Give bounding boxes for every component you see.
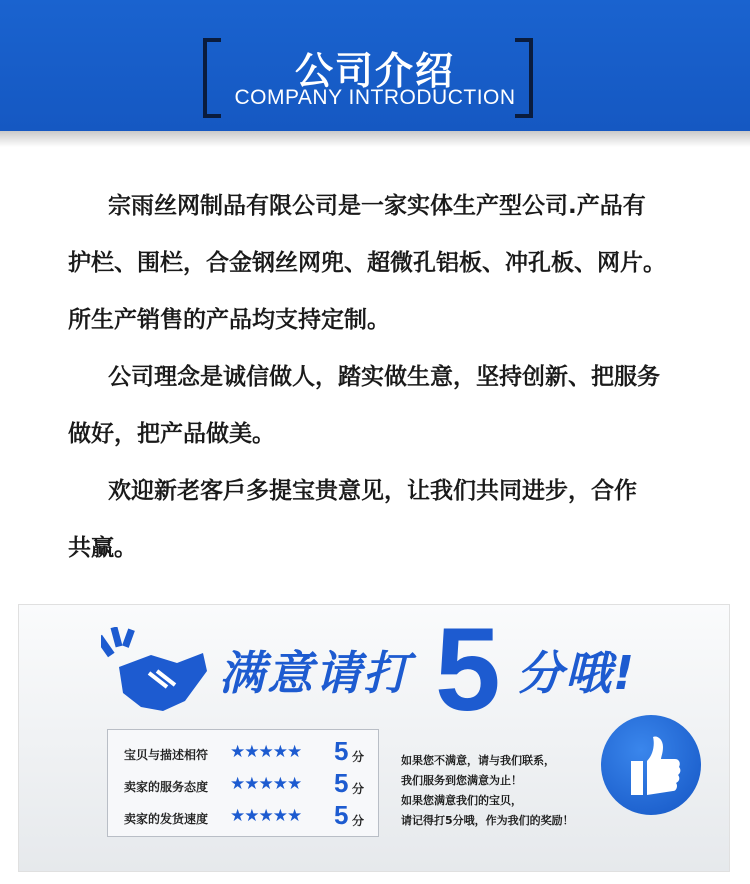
rating-score: 5: [334, 768, 349, 798]
slogan-text-b: 分哦!: [517, 646, 636, 700]
intro-line: 做好，把产品做美。: [68, 421, 275, 447]
intro-line: 宗雨丝网制品有限公司是一家实体生产型公司.产品有: [108, 193, 646, 219]
company-intro-text: [68, 178, 708, 577]
rating-label: 宝贝与描述相符: [124, 748, 209, 762]
rating-score: 5: [334, 800, 349, 830]
rating-row: [108, 738, 378, 768]
rating-row: [108, 802, 378, 832]
rating-score: 5: [334, 736, 349, 766]
note-line: 请记得打5分哦，作为我们的奖励！: [401, 814, 574, 827]
intro-line: 护栏、围栏，合金钢丝网兜、超微孔铝板、冲孔板、网片。: [68, 250, 666, 276]
note-line: 如果您满意我们的宝贝，: [401, 794, 522, 807]
header-banner: [0, 0, 750, 131]
slogan-text-a: 满意请打: [219, 646, 411, 700]
header-shadow: [0, 131, 750, 147]
section-subtitle: COMPANY INTRODUCTION: [234, 86, 516, 109]
intro-line: 所生产销售的产品均支持定制。: [68, 307, 390, 333]
star-icon: ★★★★★: [230, 806, 302, 826]
star-icon: ★★★★★: [230, 774, 302, 794]
handshake-icon: [101, 627, 211, 717]
rating-banner: [18, 604, 730, 872]
rating-label: 卖家的服务态度: [124, 780, 209, 794]
intro-line: 欢迎新老客戶多提宝贵意见，让我们共同进步，合作: [108, 478, 637, 504]
slogan-number: 5: [435, 604, 501, 736]
star-icon: ★★★★★: [230, 742, 302, 762]
rating-table: [107, 729, 379, 837]
rating-unit: 分: [352, 782, 365, 796]
note-line: 如果您不满意，请与我们联系，: [401, 754, 555, 767]
note-line: 我们服务到您满意为止！: [401, 774, 522, 787]
rating-row: [108, 770, 378, 800]
rating-unit: 分: [352, 814, 365, 828]
intro-line: 共赢。: [68, 535, 137, 561]
rating-unit: 分: [352, 750, 365, 764]
intro-line: 公司理念是诚信做人，踏实做生意，坚持创新、把服务: [108, 364, 660, 390]
section-title: 公司介绍: [294, 49, 455, 93]
thumbs-up-icon: [601, 715, 701, 815]
satisfaction-note: [401, 751, 611, 831]
rating-label: 卖家的发货速度: [124, 812, 209, 826]
